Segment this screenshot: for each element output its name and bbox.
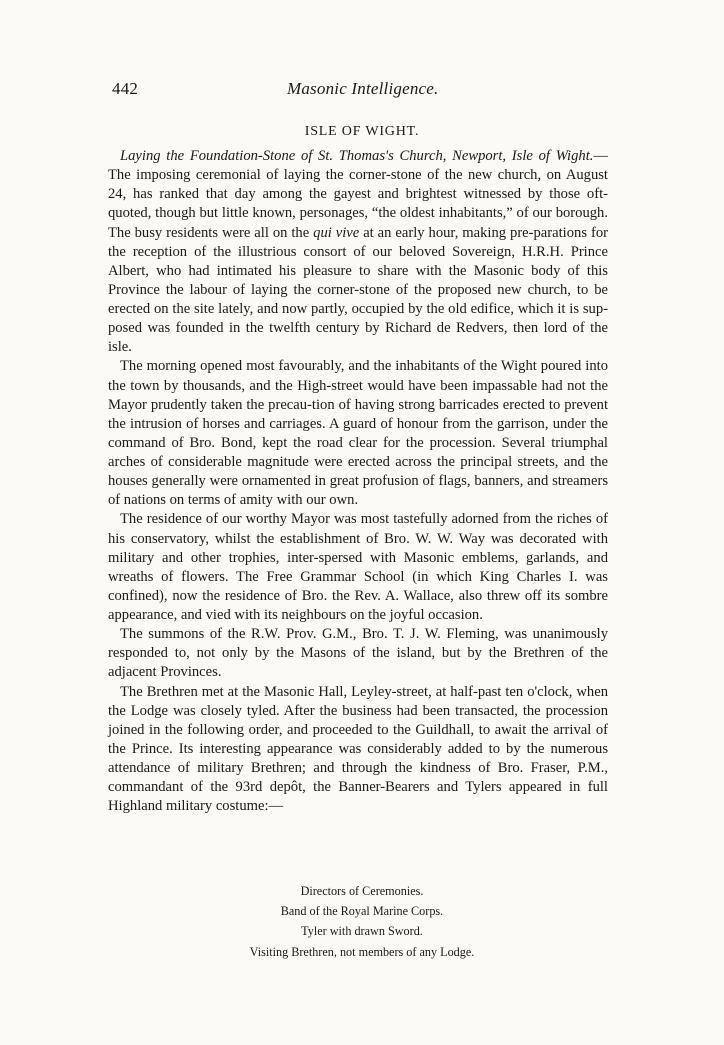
procession-item: Visiting Brethren, not members of any Lodge. xyxy=(249,944,475,959)
paragraph-3: The residence of our worthy Mayor was most tastefully adorned from the riches of his conservatory, whilst the establishment of Bro. W. W. Way was decorated with military and other trophies, inter-spersed with Masonic emblems, garlands, and wreaths of flowers. The Free Grammar School (in which King Charles I. was confined), now the residence of Bro. the Rev. A. Wallace, also threw off its sombre appearance, and vied with its neighbours on the joyful occasion. xyxy=(108,511,608,623)
procession-item: Directors of Ceremonies. xyxy=(300,884,424,898)
paragraph-5: The Brethren met at the Masonic Hall, Leyley-street, at half-past ten o'clock, when the Lodge was closely tyled. After the business had been transacted, the procession joined in the following order, and proceeded to the Guildhall, to await the arrival of the Prince. Its interesting appearance was considerably added to by the numerous attendance of military Brethren; and through the kindness of Bro. Fraser, P.M., commandant of the 93rd depôt, the Banner-Bearers and Tylers appeared in full Highland military costume:— xyxy=(108,683,608,815)
paragraph-1-text-a: —The imposing ceremonial of laying the corner-stone of the new church, on August 24, has ranked that day among the gayest and brightest witnessed by those oft-quoted, though but little known, personages, “the oldest inhabitants,” of our borough. The busy residents were all on the xyxy=(108,148,608,241)
procession-item: Band of the Royal Marine Corps. xyxy=(280,904,444,919)
paragraph-2: The morning opened most favourably, and the inhabitants of the Wight poured into the town by thousands, and the High-street would have been impassable had not the Mayor prudently taken the precau-tion of having strong barricades erected to prevent the intrusion of horses and carriages. A guard of honour from the garrison, under the command of Bro. Bond, kept the road clear for the procession. Several triumphal arches of considerable magnitude were erected across the principal streets, and the houses generally were ornamented in great profusion of flags, banners, and streamers of nations on terms of amity with our own. xyxy=(108,358,608,509)
procession-order-list xyxy=(0,881,724,962)
italic-phrase: qui vive xyxy=(313,224,360,241)
paragraph-1 xyxy=(108,147,608,357)
article-body xyxy=(108,147,608,816)
procession-item: Tyler with drawn Sword. xyxy=(301,924,423,939)
article-lead-title: Laying the Foundation-Stone of St. Thomas's Church, Newport, Isle of Wight. xyxy=(120,148,594,164)
running-title: Masonic Intelligence. xyxy=(287,79,439,98)
paragraph-1-text-b: at an early hour, making pre-parations for the reception of the illustrious consort of our beloved Sovereign, H.R.H. Prince Albert, who had intimated his pleasure to share with the Masonic body of this Province the labour of laying the corner-stone of the proposed new church, to be erected on the site lately, and now partly, occupied by the old edifice, which it is sup-posed was founded in the twelfth century by Richard de Redvers, then lord of the isle. xyxy=(108,224,608,356)
section-heading: ISLE OF WIGHT. xyxy=(304,124,420,139)
page-number: 442 xyxy=(112,79,139,98)
paragraph-4: The summons of the R.W. Prov. G.M., Bro. T. J. W. Fleming, was unanimously responded to, not only by the Masons of the island, but by the Brethren of the adjacent Provinces. xyxy=(108,626,608,681)
